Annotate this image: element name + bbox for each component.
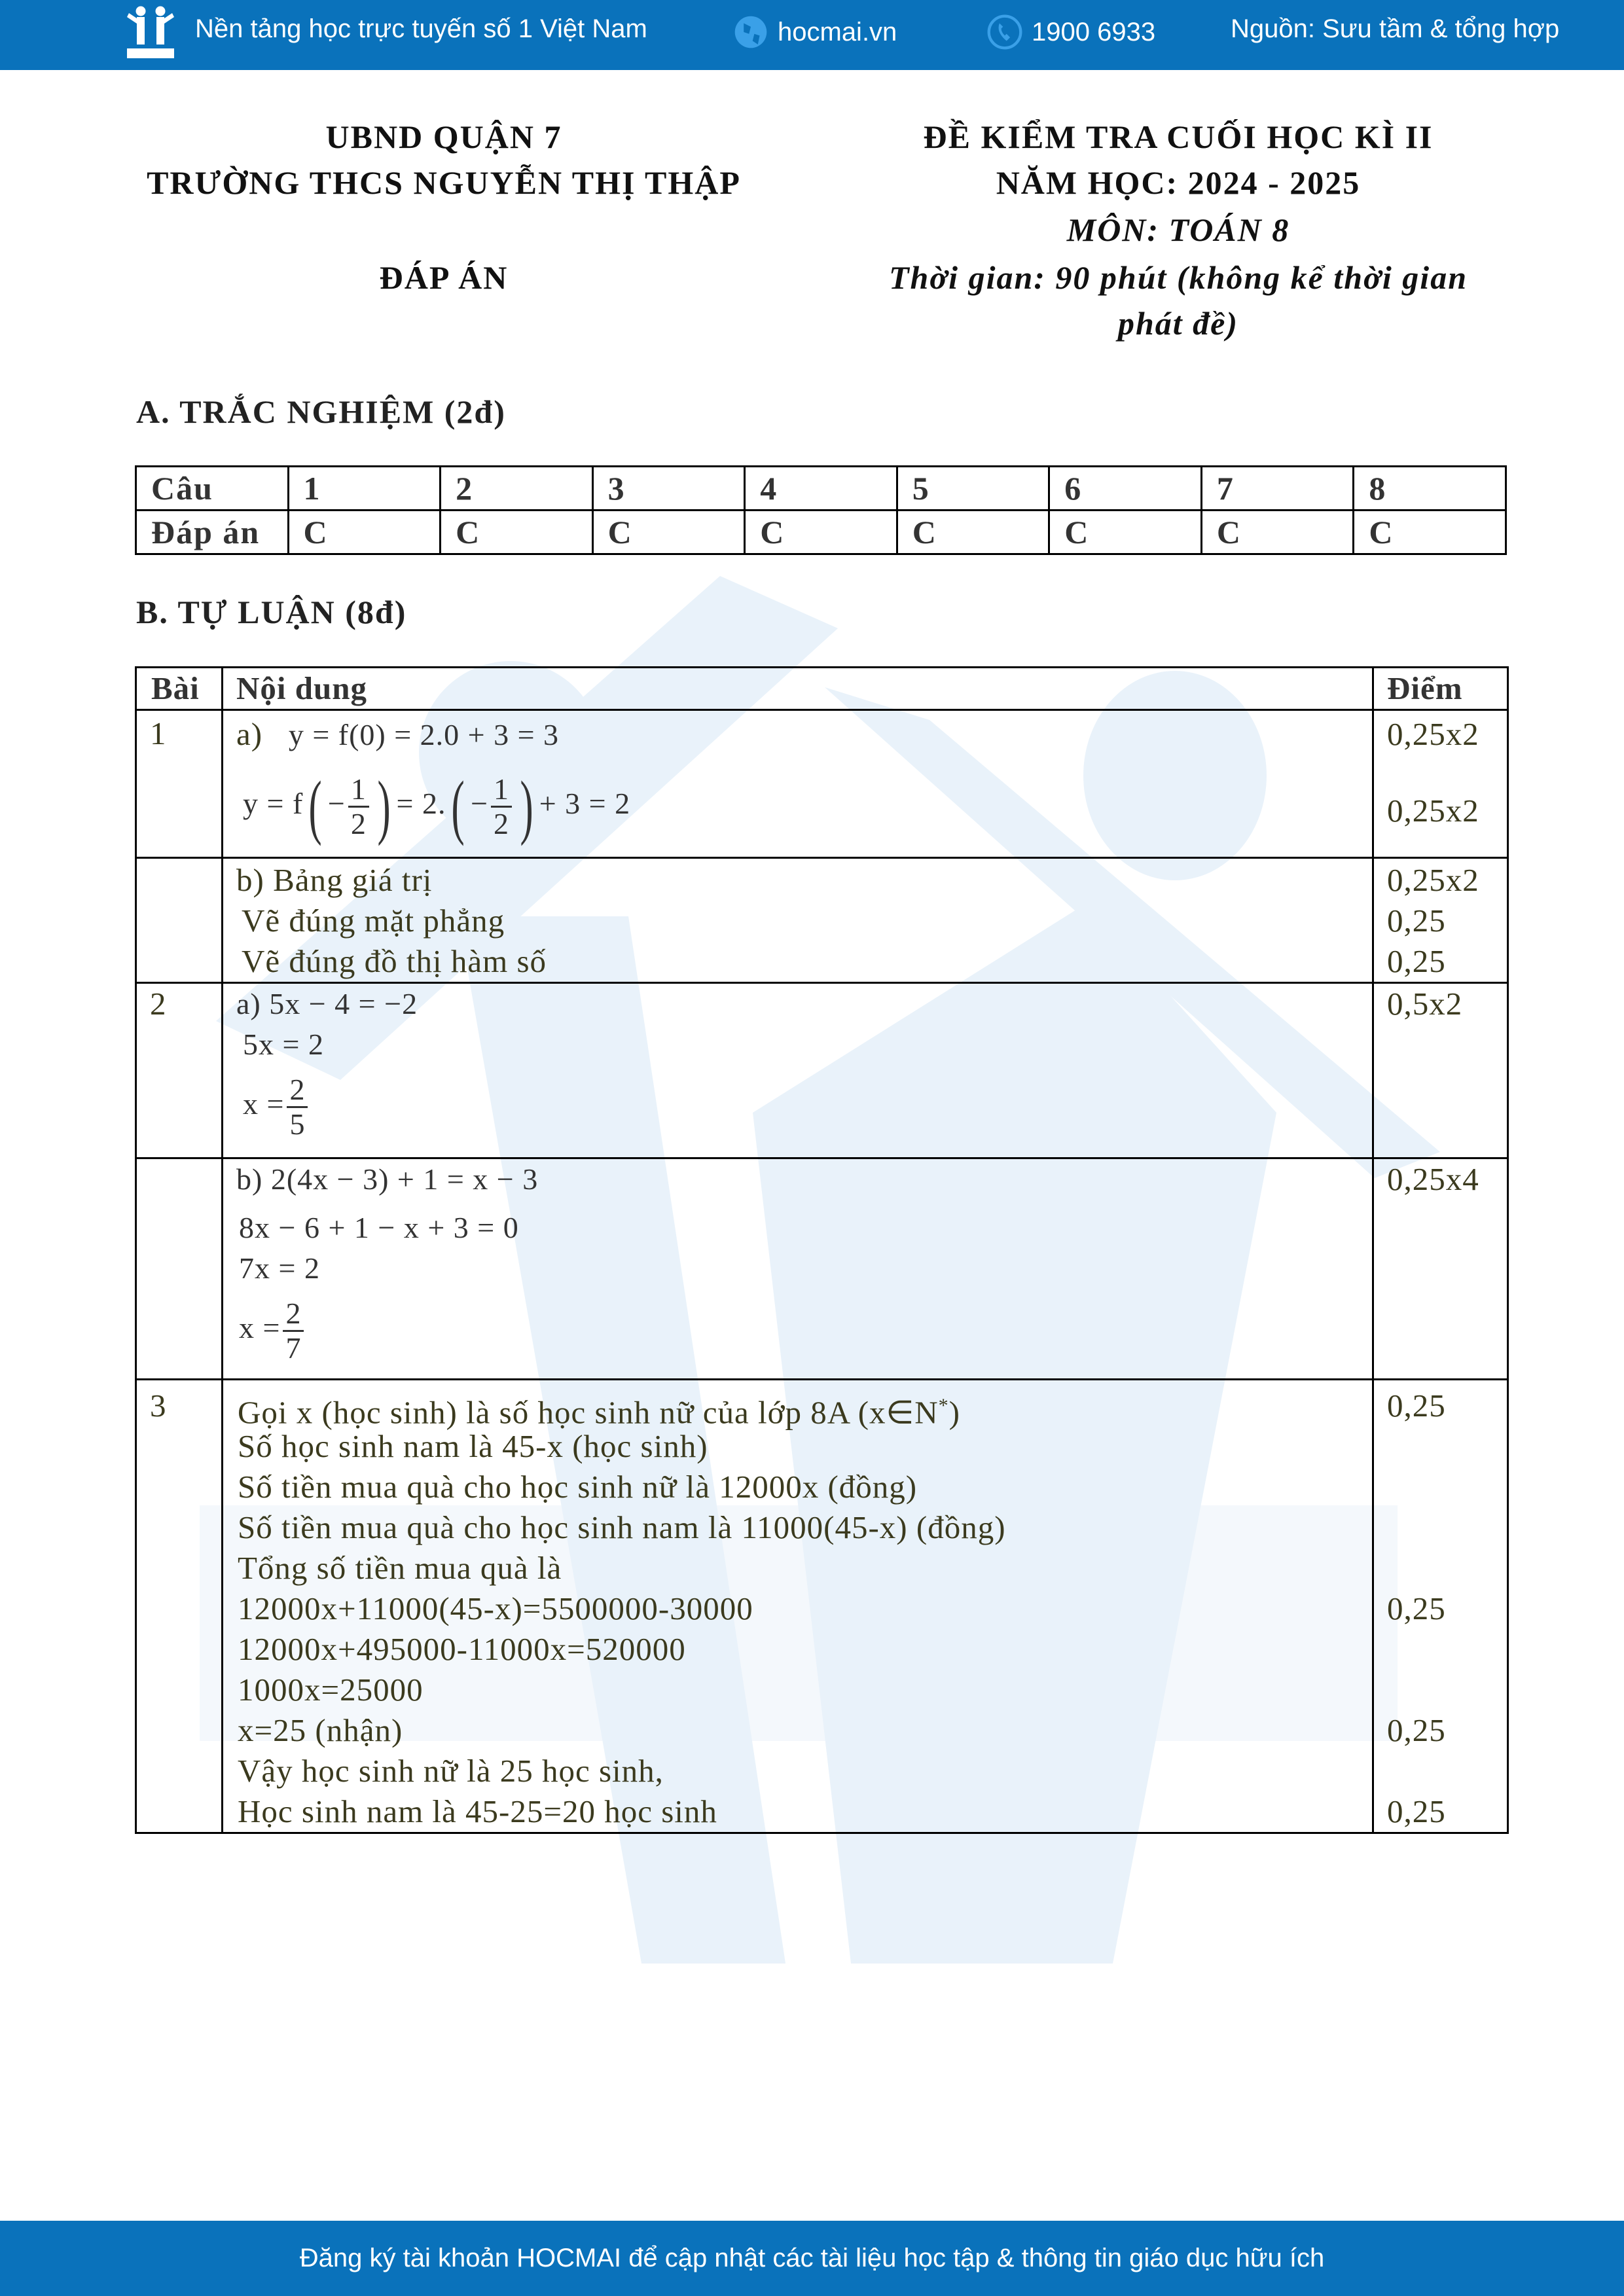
question-number: 3 <box>592 467 745 511</box>
denominator: 5 <box>289 1107 306 1141</box>
district-name: UBND QUẬN 7 <box>325 118 562 155</box>
content-line: Số tiền mua quà cho học sinh nữ là 12000x (đồng) <box>238 1469 918 1505</box>
part-b-title: B. TỰ LUẬN (8đ) <box>136 594 407 630</box>
eq-part: + 3 = 2 <box>539 787 631 820</box>
bai-number <box>136 710 223 858</box>
denominator: 2 <box>494 806 510 840</box>
text: Gọi x (học sinh) là số học sinh nữ của lớp 8A (x∈N <box>238 1394 939 1431</box>
score: 0,25 <box>1387 1712 1446 1748</box>
score: 0,25 <box>1387 1388 1446 1424</box>
equation <box>236 1289 1372 1367</box>
fraction <box>348 773 369 840</box>
content-line: Vậy học sinh nữ là 25 học sinh, <box>238 1753 664 1789</box>
score: 0,5x2 <box>1387 986 1463 1022</box>
row-label: Câu <box>136 467 289 511</box>
question-number: 2 <box>441 467 593 511</box>
bai-1: 1 <box>150 715 167 751</box>
fraction <box>287 1073 308 1141</box>
website-link[interactable] <box>733 14 897 50</box>
superscript: * <box>938 1395 949 1416</box>
content-line: Số tiền mua quà cho học sinh nam là 11000(45-x) (đồng) <box>238 1509 1006 1545</box>
answer: C <box>1354 511 1506 554</box>
answer: C <box>897 511 1049 554</box>
phone-text: 1900 6933 <box>1032 17 1156 46</box>
content-line <box>236 1386 1372 1431</box>
equation: 5x = 2 <box>243 1028 324 1061</box>
eq-part: x = <box>243 1087 285 1121</box>
school-name: TRƯỜNG THCS NGUYỄN THỊ THẬP <box>147 164 741 201</box>
answer: C <box>745 511 897 554</box>
school-year: NĂM HỌC: 2024 - 2025 <box>996 164 1361 201</box>
answer: C <box>1049 511 1202 554</box>
question-row <box>136 467 1506 511</box>
essay-table <box>135 666 1509 1834</box>
content-line: 12000x+11000(45-x)=5500000-30000 <box>238 1590 753 1626</box>
score-cell <box>1373 1158 1508 1380</box>
header-content: Nội dung <box>223 668 1373 710</box>
score-cell <box>1373 858 1508 983</box>
numerator: 2 <box>287 1073 308 1108</box>
row-label: Đáp án <box>136 511 289 554</box>
website-text: hocmai.vn <box>778 17 897 46</box>
score: 0,25 <box>1387 1793 1446 1829</box>
denominator: 2 <box>350 806 367 840</box>
equation: 7x = 2 <box>239 1251 320 1285</box>
part-label: a) <box>236 716 263 752</box>
table-row <box>136 1380 1508 1833</box>
answer: C <box>288 511 441 554</box>
score: 0,25x4 <box>1387 1161 1479 1197</box>
text: ) <box>948 1394 960 1431</box>
answer: C <box>1201 511 1354 554</box>
score: 0,25 <box>1387 903 1446 939</box>
top-banner <box>0 0 1624 70</box>
eq-part: = 2. <box>396 787 446 820</box>
answer-key-label: ĐÁP ÁN <box>379 259 509 296</box>
table-row <box>136 710 1508 858</box>
equation: y = f(0) = 2.0 + 3 = 3 <box>288 718 560 751</box>
content-line: Vẽ đúng đồ thị hàm số <box>242 943 547 979</box>
bai-number <box>136 1158 223 1380</box>
content-line: Học sinh nam là 45-25=20 học sinh <box>238 1793 717 1829</box>
source-text: Nguồn: Sưu tầm & tổng hợp <box>1231 14 1560 43</box>
equation: a) 5x − 4 = −2 <box>236 987 418 1020</box>
phone-link[interactable] <box>987 14 1155 50</box>
table-header <box>136 668 1508 710</box>
hocmai-logo <box>123 5 178 60</box>
eq-part: x = <box>239 1311 281 1344</box>
globe-icon <box>733 14 768 50</box>
content-cell <box>223 710 1373 858</box>
content-line: b) Bảng giá trị <box>236 862 433 898</box>
question-number: 1 <box>288 467 441 511</box>
question-number: 7 <box>1201 467 1354 511</box>
equation <box>236 1065 1372 1143</box>
answer: C <box>592 511 745 554</box>
bai-number <box>136 858 223 983</box>
footer-banner <box>0 2221 1624 2296</box>
score: 0,25 <box>1387 943 1446 979</box>
score: 0,25x2 <box>1387 716 1479 752</box>
exam-title: ĐỀ KIỂM TRA CUỐI HỌC KÌ II <box>923 118 1434 155</box>
question-number: 6 <box>1049 467 1202 511</box>
answer-row <box>136 511 1506 554</box>
table-row <box>136 1158 1508 1380</box>
multiple-choice-table <box>135 465 1507 555</box>
numerator: 1 <box>491 773 512 808</box>
eq-part: y = f <box>243 787 304 820</box>
content-cell <box>223 1380 1373 1833</box>
content-line: Vẽ đúng mặt phẳng <box>242 903 505 939</box>
numerator: 1 <box>348 773 369 808</box>
bai-2: 2 <box>150 986 167 1022</box>
table-row <box>136 983 1508 1158</box>
score-cell <box>1373 983 1508 1158</box>
question-number: 5 <box>897 467 1049 511</box>
footer-text[interactable]: Đăng ký tài khoản HOCMAI để cập nhật các tài liệu học tập & thông tin giáo dục hữu ích <box>299 2244 1325 2272</box>
content-line: Tổng số tiền mua quà là <box>238 1550 562 1586</box>
minus: − <box>327 787 346 820</box>
part-a-title: A. TRẮC NGHIỆM (2đ) <box>136 393 506 430</box>
content-line: Số học sinh nam là 45-x (học sinh) <box>238 1428 708 1464</box>
answer: C <box>441 511 593 554</box>
denominator: 7 <box>285 1331 302 1365</box>
score: 0,25x2 <box>1387 862 1479 898</box>
score-cell <box>1373 710 1508 858</box>
bai-3: 3 <box>150 1388 167 1424</box>
fraction <box>283 1297 304 1365</box>
duration: Thời gian: 90 phút (không kể thời gian <box>888 259 1468 296</box>
header-score: Điểm <box>1373 668 1508 710</box>
score: 0,25x2 <box>1387 793 1479 829</box>
content-line: x=25 (nhận) <box>238 1712 403 1748</box>
numerator: 2 <box>283 1297 304 1332</box>
table-row <box>136 858 1508 983</box>
header-bai: Bài <box>136 668 223 710</box>
content-cell <box>223 983 1373 1158</box>
equation: b) 2(4x − 3) + 1 = x − 3 <box>236 1162 539 1196</box>
minus: − <box>471 787 489 820</box>
equation: 8x − 6 + 1 − x + 3 = 0 <box>239 1211 519 1244</box>
score: 0,25 <box>1387 1590 1446 1626</box>
bai-number <box>136 1380 223 1833</box>
duration-cont: phát đề) <box>1117 305 1239 342</box>
content-cell <box>223 858 1373 983</box>
content-line: 1000x=25000 <box>238 1672 424 1708</box>
subject: MÔN: TOÁN 8 <box>1066 211 1290 248</box>
hocmai-logo-icon <box>123 5 178 60</box>
score-cell <box>1373 1380 1508 1833</box>
content-cell <box>223 1158 1373 1380</box>
phone-icon <box>987 14 1022 50</box>
content-line: 12000x+495000-11000x=520000 <box>238 1631 686 1667</box>
question-number: 4 <box>745 467 897 511</box>
equation: y = f( − $\frac{1}{2}$ ) = 2.( − $\frac{1}{2}$ ) + 3 = 2 <box>243 766 631 847</box>
fraction <box>491 773 512 840</box>
question-number: 8 <box>1354 467 1506 511</box>
bai-number <box>136 983 223 1158</box>
slogan: Nền tảng học trực tuyến số 1 Việt Nam <box>195 14 647 43</box>
